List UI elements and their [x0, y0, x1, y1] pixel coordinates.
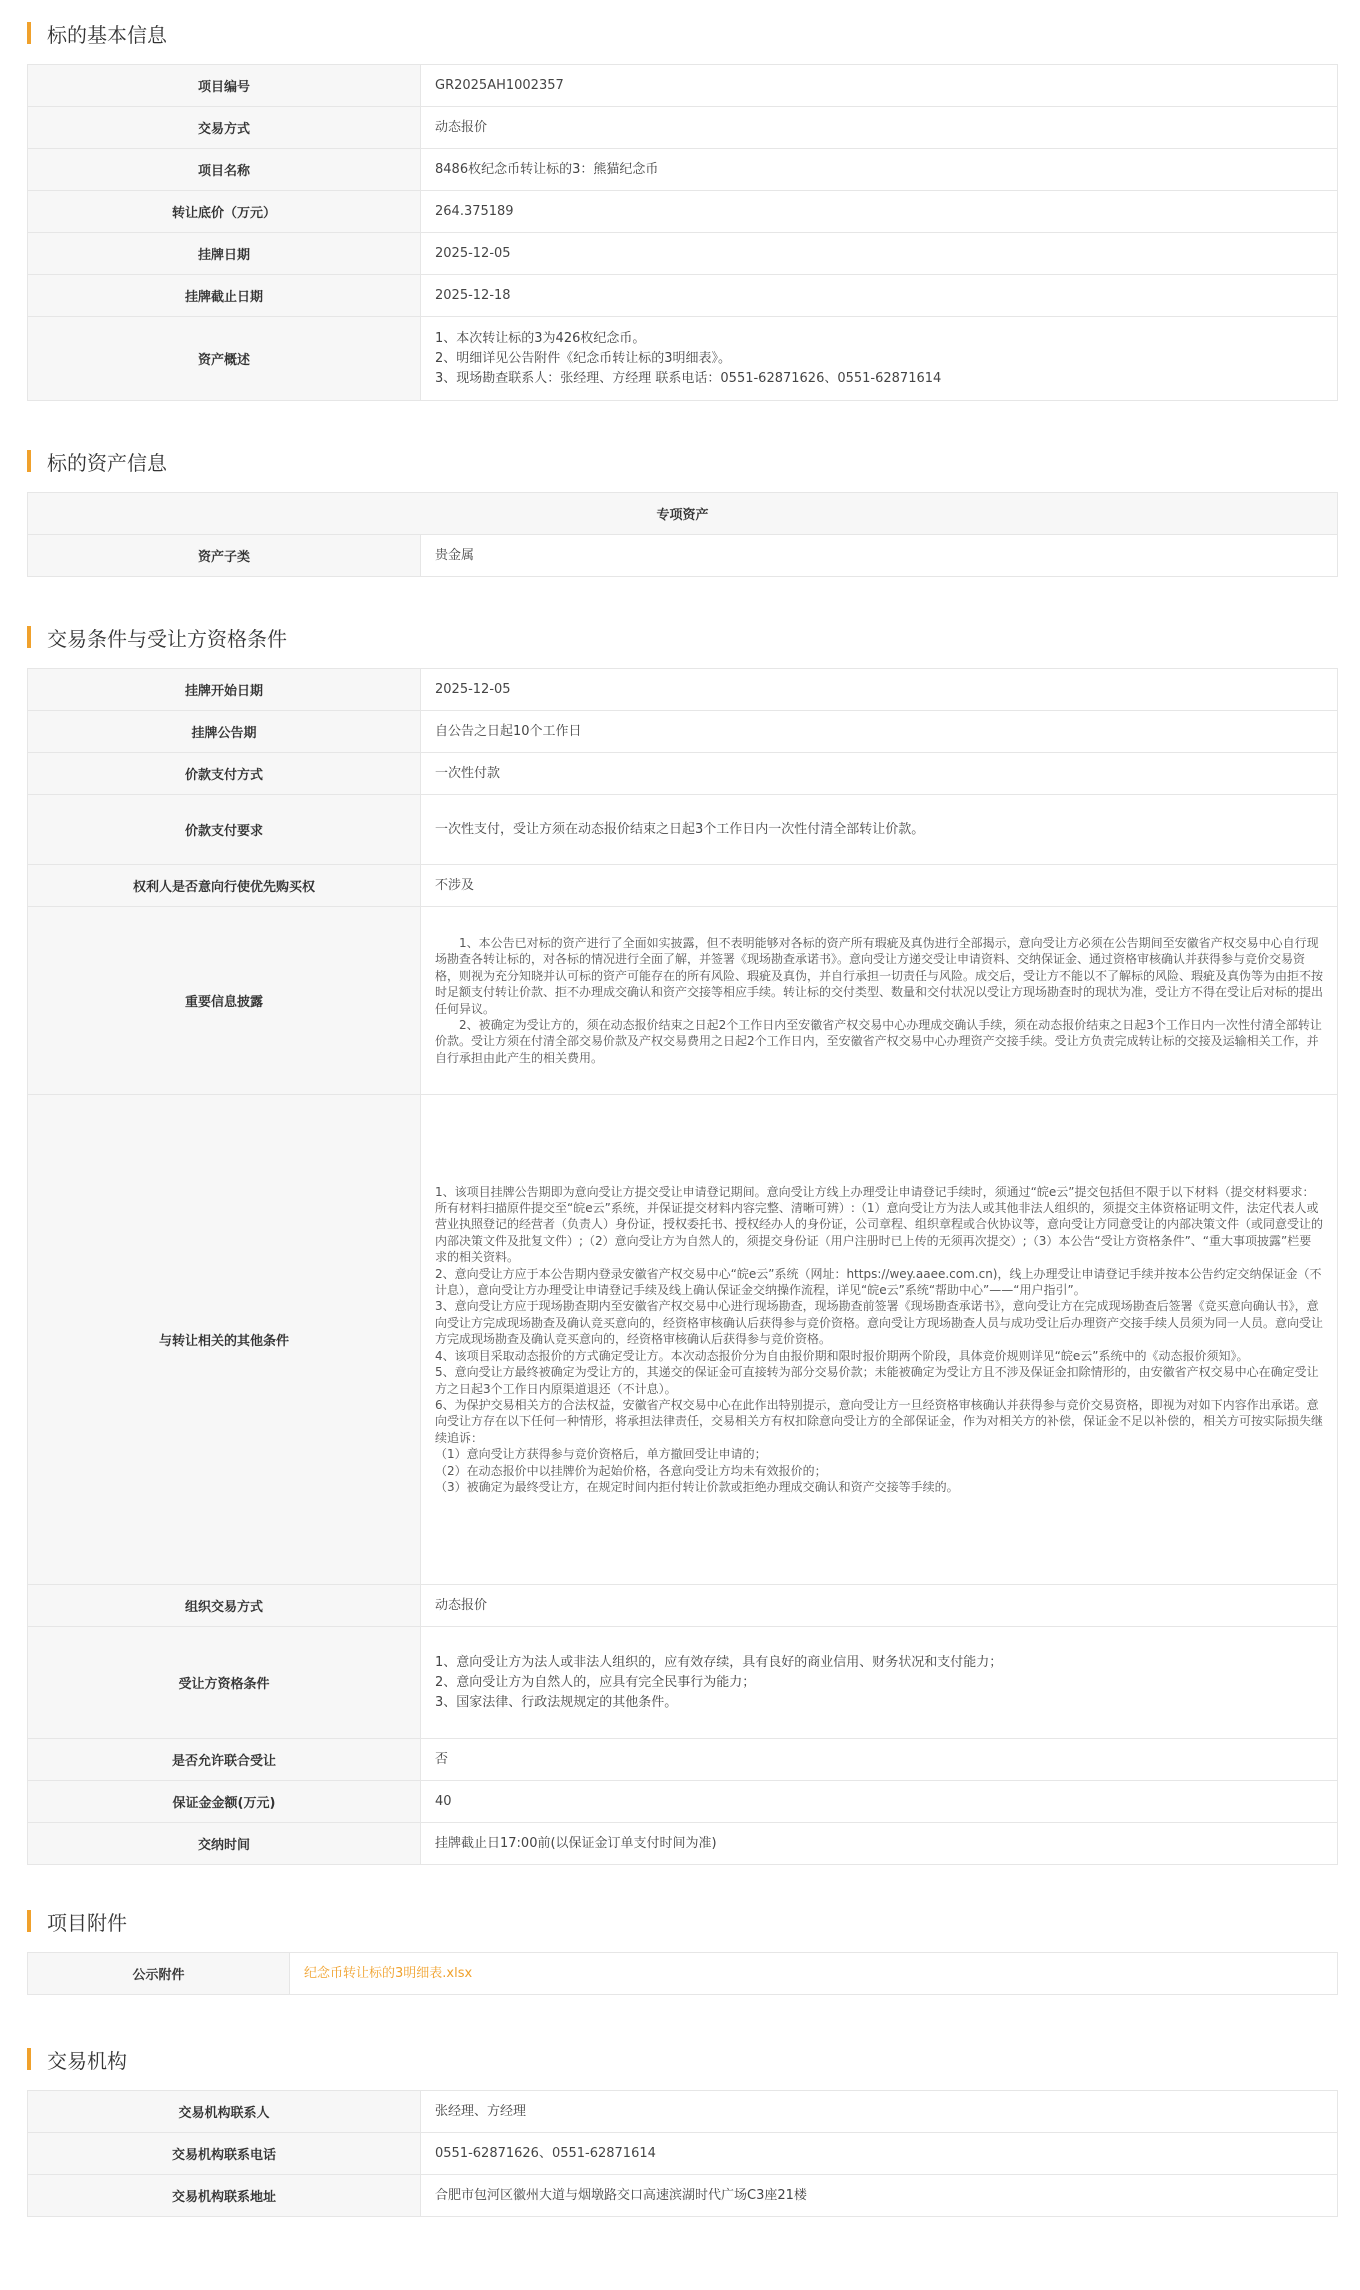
table-row [28, 535, 1338, 577]
qualification-line: 3、国家法律、行政法规规定的其他条件。 [435, 1694, 678, 1710]
announcement-period: 自公告之日起10个工作日 [421, 711, 1338, 753]
trade-method: 动态报价 [421, 107, 1338, 149]
section-accent-bar [27, 626, 31, 648]
table-row [28, 711, 1338, 753]
condition-line: 3、意向受让方应于现场勘查期内至安徽省产权交易中心进行现场勘查，现场勘查前签署《现场勘查承诺书》，意向受让方在完成现场勘查后签署《竞买意向确认书》，意向受让方完成现场勘查及确认竞买意向的，经资格审核确认后获得参与竞价资格。意向受让方现场勘查人员与成功受让后办理资产交接手续人员须为同一人员。意向受让方完成现场勘查及确认竞买意向的，经资格审核确认后获得参与竞价资格。 [435, 1299, 1324, 1347]
attachment-file-link[interactable]: 纪念币转让标的3明细表.xlsx [304, 1965, 473, 1981]
row-label: 转让底价（万元） [28, 191, 421, 233]
table-row [28, 865, 1338, 907]
condition-line: （2）在动态报价中以挂牌价为起始价格，各意向受让方均未有效报价的； [435, 1463, 827, 1478]
disclosure-paragraph: 2、被确定为受让方的，须在动态报价结束之日起2个工作日内至安徽省产权交易中心办理成交确认手续，须在动态报价结束之日起3个工作日内一次性付清全部转让价款。受让方须在付清全部交易价款及产权交易费用之日起2个工作日内，至安徽省产权交易中心办理资产交接手续。受让方负责完成转让标的交接及运输相关工作，并自行承担由此产生的相关费用。 [435, 1017, 1322, 1065]
row-label: 交易机构联系人 [28, 2091, 421, 2133]
table-row [28, 1953, 1338, 1995]
row-label: 交易方式 [28, 107, 421, 149]
row-label: 项目编号 [28, 65, 421, 107]
section-title-asset [27, 448, 1337, 474]
condition-line: （1）意向受让方获得参与竞价资格后，单方撤回受让申请的； [435, 1447, 767, 1462]
table-row [28, 2091, 1338, 2133]
section-title-agency [27, 2046, 1337, 2072]
qualification-line: 1、意向受让方为法人或非法人组织的，应有效存续，具有良好的商业信用、财务状况和支付能力； [435, 1654, 1003, 1670]
joint-transfer: 否 [421, 1739, 1338, 1781]
project-number: GR2025AH1002357 [421, 65, 1338, 107]
row-label: 价款支付要求 [28, 795, 421, 865]
listing-start-date: 2025-12-05 [421, 669, 1338, 711]
payment-method: 一次性付款 [421, 753, 1338, 795]
row-label: 受让方资格条件 [28, 1627, 421, 1739]
row-label: 保证金金额(万元) [28, 1781, 421, 1823]
condition-line: 4、该项目采取动态报价的方式确定受让方。本次动态报价分为自由报价期和限时报价期两个阶段，具体竞价规则详见“皖e云”系统中的《动态报价须知》。 [435, 1348, 1249, 1363]
table-row [28, 1781, 1338, 1823]
overview-line: 2、明细详见公告附件《纪念币转让标的3明细表》。 [435, 350, 732, 366]
agency-address: 合肥市包河区徽州大道与烟墩路交口高速滨湖时代广场C3座21楼 [421, 2175, 1338, 2217]
table-row [28, 233, 1338, 275]
agency-contact: 张经理、方经理 [421, 2091, 1338, 2133]
asset-overview [421, 317, 1338, 401]
section-title-text: 交易机构 [47, 2048, 127, 2073]
section-accent-bar [27, 2048, 31, 2070]
condition-line: 1、该项目挂牌公告期即为意向受让方提交受让申请登记期间。意向受让方线上办理受让申请登记手续时，须通过“皖e云”提交包括但不限于以下材料（提交材料要求：所有材料扫描原件提交至“皖e云”系统，并保证提交材料内容完整、清晰可辨）:（1）意向受让方为法人或其他非法人组织的，须提交主体资格证明文件，法定代表人或营业执照登记的经营者（负责人）身份证，授权委托书、授权经办人的身份证，公司章程、组织章程或合伙协议等，意向受让方同意受让的内部决策文件（或同意受让的内部决策文件及批复文件）;（2）意向受让方为自然人的，须提交身份证（用户注册时已上传的无须再次提交）;（3）本公告“受让方资格条件”、“重大事项披露”栏要求的相关资料。 [435, 1184, 1324, 1265]
table-row [28, 1739, 1338, 1781]
table-row [28, 191, 1338, 233]
listing-date: 2025-12-05 [421, 233, 1338, 275]
listing-end-date: 2025-12-18 [421, 275, 1338, 317]
priority-purchase: 不涉及 [421, 865, 1338, 907]
table-row [28, 907, 1338, 1095]
attachment-cell [290, 1953, 1338, 1995]
row-label: 挂牌开始日期 [28, 669, 421, 711]
table-row [28, 107, 1338, 149]
section-accent-bar [27, 1910, 31, 1932]
table-row [28, 669, 1338, 711]
asset-subclass: 贵金属 [421, 535, 1338, 577]
deposit-amount: 40 [421, 1781, 1338, 1823]
row-label: 权利人是否意向行使优先购买权 [28, 865, 421, 907]
row-label: 与转让相关的其他条件 [28, 1095, 421, 1585]
condition-line: 2、意向受让方应于本公告期内登录安徽省产权交易中心“皖e云”系统（网址：https://wey.aaee.com.cn)，线上办理受让申请登记手续并按本公告约定交纳保证金（不计息），意向受让方办理受让申请登记手续及线上确认保证金交纳操作流程，详见“皖e云”系统“帮助中心”——“用户指引”。 [435, 1266, 1322, 1298]
special-asset-header: 专项资产 [28, 493, 1338, 535]
row-label: 挂牌截止日期 [28, 275, 421, 317]
row-label: 资产子类 [28, 535, 421, 577]
section-title-text: 标的资产信息 [47, 450, 167, 475]
row-label: 公示附件 [28, 1953, 290, 1995]
asset-info-table [27, 492, 1338, 577]
table-row [28, 317, 1338, 401]
table-row [28, 275, 1338, 317]
important-disclosure [421, 907, 1338, 1095]
table-row [28, 2175, 1338, 2217]
row-label: 组织交易方式 [28, 1585, 421, 1627]
project-name: 8486枚纪念币转让标的3：熊猫纪念币 [421, 149, 1338, 191]
section-accent-bar [27, 22, 31, 44]
section-title-text: 交易条件与受让方资格条件 [47, 626, 287, 651]
row-label: 挂牌公告期 [28, 711, 421, 753]
table-row [28, 1095, 1338, 1585]
disclosure-paragraph: 1、本公告已对标的资产进行了全面如实披露，但不表明能够对各标的资产所有瑕疵及真伪进行全部揭示，意向受让方必须在公告期间至安徽省产权交易中心自行现场勘查各转让标的，对各标的情况进行全面了解，并签署《现场勘查承诺书》。意向受让方递交受让申请资料、交纳保证金、通过资格审核确认并获得参与竞价交易资格，则视为充分知晓并认可标的资产可能存在的所有风险、瑕疵及真伪，并自行承担一切责任与风险。成交后，受让方不能以不了解标的风险、瑕疵及真伪等为由拒不按时足额支付转让价款、拒不办理成交确认和资产交接等相应手续。转让标的交付类型、数量和交付状况以受让方现场勘查时的现状为准，受让方不得在受让后对标的提出任何异议。 [435, 935, 1324, 1016]
table-row [28, 795, 1338, 865]
buyer-qualifications [421, 1627, 1338, 1739]
section-title-basic [27, 20, 1337, 46]
attachments-table [27, 1952, 1338, 1995]
table-row [28, 2133, 1338, 2175]
section-attachments [27, 1908, 1337, 1983]
overview-line: 1、本次转让标的3为426枚纪念币。 [435, 330, 646, 346]
row-label: 交纳时间 [28, 1823, 421, 1865]
row-label: 交易机构联系电话 [28, 2133, 421, 2175]
row-label: 挂牌日期 [28, 233, 421, 275]
qualification-line: 2、意向受让方为自然人的，应具有完全民事行为能力； [435, 1674, 756, 1690]
row-label: 价款支付方式 [28, 753, 421, 795]
condition-line: 6、为保护交易相关方的合法权益，安徽省产权交易中心在此作出特别提示，意向受让方一旦经资格审核确认并获得参与竞价交易资格，即视为对如下内容作出承诺。意向受让方存在以下任何一种情形，将承担法律责任，交易相关方有权扣除意向受让方的全部保证金，作为对相关方的补偿，保证金不足以补偿的，相关方可按实际损失继续追诉： [435, 1397, 1324, 1445]
table-row [28, 65, 1338, 107]
conditions-table [27, 668, 1338, 1865]
section-title-text: 标的基本信息 [47, 22, 167, 47]
table-row [28, 149, 1338, 191]
section-agency [27, 2046, 1337, 2205]
basic-info-table [27, 64, 1338, 401]
table-row [28, 1627, 1338, 1739]
section-asset-info [27, 448, 1337, 565]
reserve-price: 264.375189 [421, 191, 1338, 233]
row-label: 是否允许联合受让 [28, 1739, 421, 1781]
row-label: 重要信息披露 [28, 907, 421, 1095]
agency-table [27, 2090, 1338, 2217]
table-row [28, 753, 1338, 795]
section-title-conditions [27, 624, 1337, 650]
section-accent-bar [27, 450, 31, 472]
payment-requirement: 一次性支付，受让方须在动态报价结束之日起3个工作日内一次性付清全部转让价款。 [421, 795, 1338, 865]
row-label: 项目名称 [28, 149, 421, 191]
condition-line: （3）被确定为最终受让方，在规定时间内拒付转让价款或拒绝办理成交确认和资产交接等手续的。 [435, 1479, 959, 1494]
row-label: 交易机构联系地址 [28, 2175, 421, 2217]
payment-deadline: 挂牌截止日17:00前(以保证金订单支付时间为准) [421, 1823, 1338, 1865]
section-title-text: 项目附件 [47, 1910, 127, 1935]
section-basic-info [27, 20, 1337, 386]
section-title-attachments [27, 1908, 1337, 1934]
other-conditions [421, 1095, 1338, 1585]
table-row [28, 1585, 1338, 1627]
organize-method: 动态报价 [421, 1585, 1338, 1627]
overview-line: 3、现场勘查联系人：张经理、方经理 联系电话：0551-62871626、0551-62871614 [435, 370, 942, 386]
row-label: 资产概述 [28, 317, 421, 401]
table-header-row [28, 493, 1338, 535]
table-row [28, 1823, 1338, 1865]
agency-phone: 0551-62871626、0551-62871614 [421, 2133, 1338, 2175]
condition-line: 5、意向受让方最终被确定为受让方的，其递交的保证金可直接转为部分交易价款；未能被确定为受让方且不涉及保证金扣除情形的，由安徽省产权交易中心在确定受让方之日起3个工作日内原渠道退还（不计息）。 [435, 1365, 1319, 1396]
section-trade-conditions [27, 624, 1337, 1853]
